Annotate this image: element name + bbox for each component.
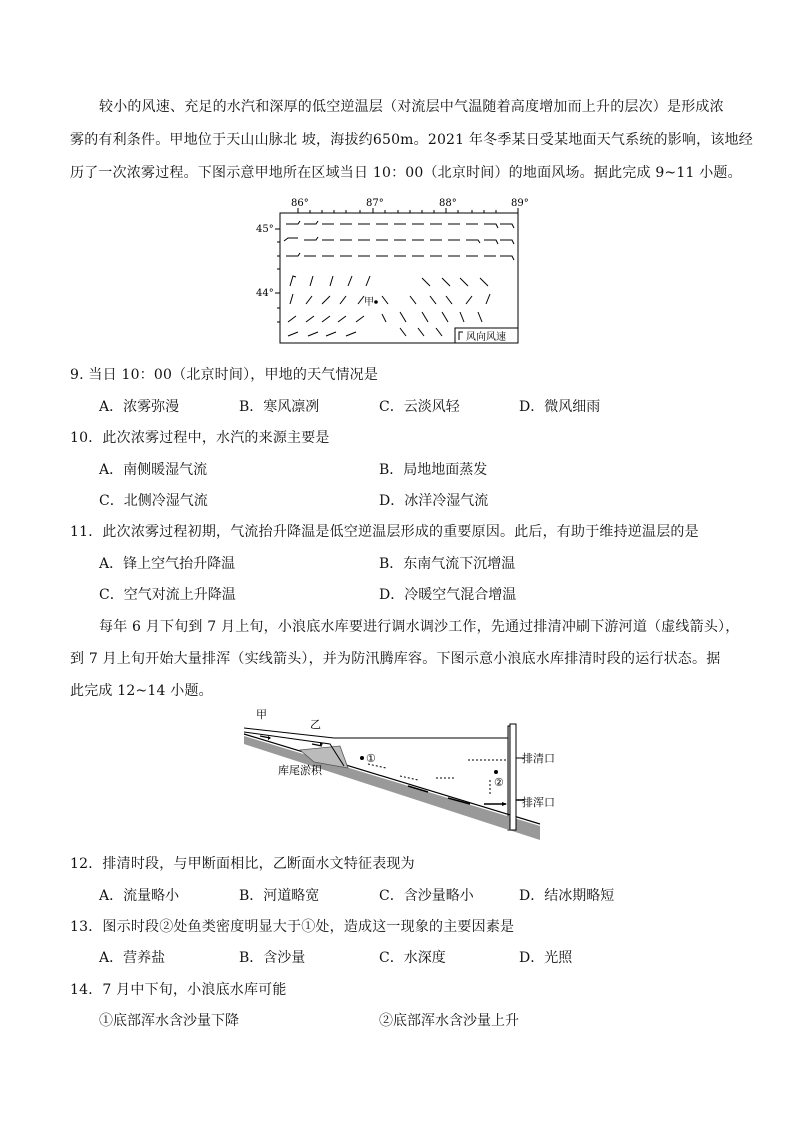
q10-option-c: C．北侧冷湿气流 xyxy=(99,493,208,509)
label-yi: 乙 xyxy=(310,718,321,731)
wind-field-figure xyxy=(250,196,530,346)
q13-option-a: A．营养盐 xyxy=(99,950,166,966)
q12-option-c: C．含沙量略小 xyxy=(379,888,474,904)
q10-option-a: A．南侧暖湿气流 xyxy=(99,462,208,478)
q13-stem: 13．图示时段②处鱼类密度明显大于①处，造成这一现象的主要因素是 xyxy=(70,919,515,935)
wind-barbs-north xyxy=(284,221,514,260)
q13-option-d: D．光照 xyxy=(519,950,573,966)
q14-option-1: ①底部浑水含沙量下降 xyxy=(99,1013,239,1029)
lon-label-89: 89° xyxy=(511,198,529,209)
q13-option-b: B．含沙量 xyxy=(239,950,306,966)
q10-option-d: D．冰洋冷湿气流 xyxy=(379,493,489,509)
place-jia-label: 甲 xyxy=(364,297,374,308)
label-sediment: 库尾淤积 xyxy=(278,764,322,777)
lon-label-88: 88° xyxy=(439,198,457,209)
q9-stem: 9. 当日 10：00（北京时间），甲地的天气情况是 xyxy=(70,367,379,383)
intro1-line2: 雾的有利条件。甲地位于天山山脉北 坡，海拔约650m。2021 年冬季某日受某地面天气系统的影响，该地经 xyxy=(70,132,753,148)
q12-option-b: B．河道略宽 xyxy=(239,888,320,904)
lon-label-86: 86° xyxy=(291,198,309,209)
q10-stem: 10．此次浓雾过程中，水汽的来源主要是 xyxy=(70,430,330,446)
q11-stem: 11．此次浓雾过程初期，气流抬升降温是低空逆温层形成的重要原因。此后，有助于维持逆温层的是 xyxy=(70,524,699,540)
q14-stem: 14．7 月中下旬，小浪底水库可能 xyxy=(70,982,287,998)
lon-label-87: 87° xyxy=(366,198,384,209)
q9-option-a: A．浓雾弥漫 xyxy=(99,399,180,415)
intro1-line3: 历了一次浓雾过程。下图示意甲地所在区域当日 10：00（北京时间）的地面风场。据此完成 9~11 小题。 xyxy=(70,165,742,181)
wind-barbs-south xyxy=(288,276,490,336)
q12-option-d: D．结冰期略短 xyxy=(519,888,615,904)
label-muddy-outlet: 排浑口 xyxy=(522,796,555,809)
lat-label-45: 45° xyxy=(256,224,274,235)
q9-option-b: B．寒风凛冽 xyxy=(239,399,320,415)
place-jia-dot xyxy=(374,300,378,304)
q11-option-b: B．东南气流下沉增温 xyxy=(379,556,516,572)
label-clear-outlet: 排清口 xyxy=(522,752,555,765)
legend-label: 风向风速 xyxy=(466,332,506,343)
lat-label-44: 44° xyxy=(256,288,274,299)
q14-option-2: ②底部浑水含沙量上升 xyxy=(379,1013,519,1029)
q11-option-d: D．冷暖空气混合增温 xyxy=(379,587,517,603)
q9-option-d: D．微风细雨 xyxy=(519,399,601,415)
label-jia: 甲 xyxy=(256,708,267,721)
q13-option-c: C．水深度 xyxy=(379,950,446,966)
point-2 xyxy=(494,770,498,774)
intro2-line3: 此完成 12~14 小题。 xyxy=(70,683,213,699)
q11-option-a: A．锋上空气抬升降温 xyxy=(99,556,236,572)
q12-option-a: A．流量略小 xyxy=(99,888,180,904)
intro1-line1: 较小的风速、充足的水汽和深厚的低空逆温层（对流层中气温随着高度增加而上升的层次）是形成浓 xyxy=(99,99,724,115)
q12-stem: 12．排清时段，与甲断面相比，乙断面水文特征表现为 xyxy=(70,856,415,872)
q10-option-b: B．局地地面蒸发 xyxy=(379,462,488,478)
intro2-line1: 每年 6 月下旬到 7 月上旬，小浪底水库要进行调水调沙工作，先通过排清冲刷下游河道（虚线箭头）， xyxy=(99,619,740,635)
point-1 xyxy=(360,756,364,760)
intro2-line2: 到 7 月上旬开始大量排浑（实线箭头），并为防汛腾库容。下图示意小浪底水库排清时段的运行状态。据 xyxy=(70,651,721,667)
label-point-2: ② xyxy=(494,776,504,789)
q9-option-c: C．云淡风轻 xyxy=(379,399,460,415)
label-point-1: ① xyxy=(366,752,376,765)
q11-option-c: C．空气对流上升降温 xyxy=(99,587,236,603)
map-frame xyxy=(280,213,518,343)
reservoir-figure xyxy=(240,706,555,842)
